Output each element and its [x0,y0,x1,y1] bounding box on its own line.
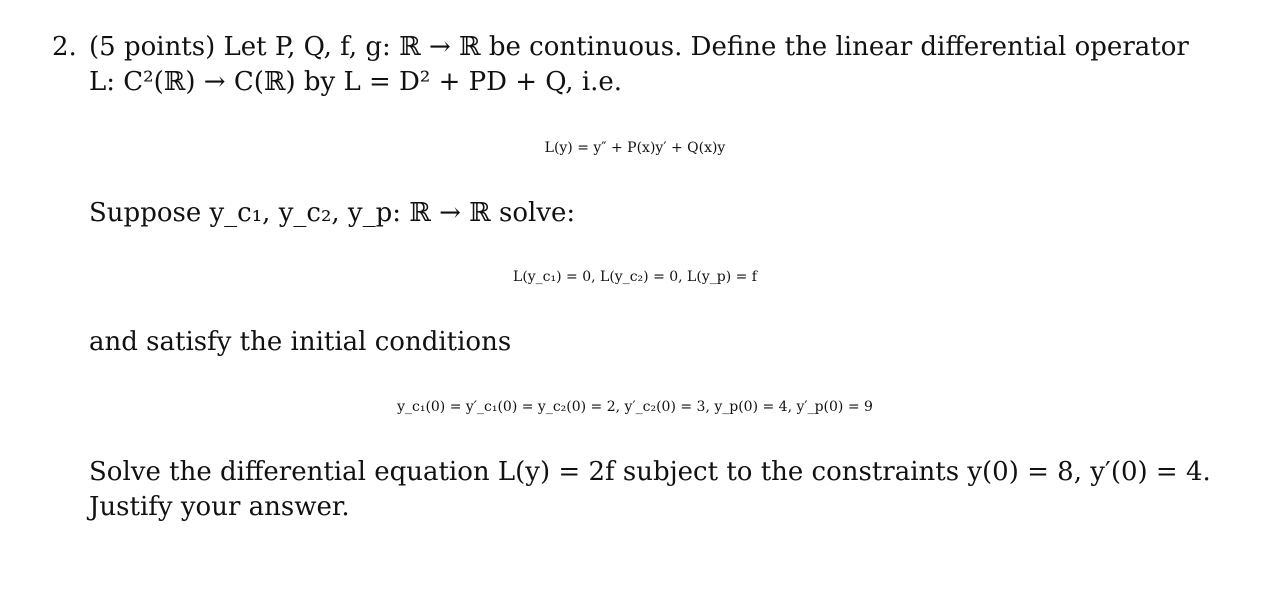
problem-line-suppose: Suppose y_c₁, y_c₂, y_p: ℝ → ℝ solve: [89,198,576,228]
problem-line-task: Solve the differential equation L(y) = 2f subject to the constraints y(0) = 8, y′(0) = 4. [89,457,1211,487]
solution-equations: L(y_c₁) = 0, L(y_c₂) = 0, L(y_p) = f [513,269,757,285]
problem-line-1: (5 points) Let P, Q, f, g: ℝ → ℝ be continuous. Define the linear differential operator [89,32,1189,62]
problem-line-justify: Justify your answer. [89,492,350,522]
initial-conditions: y_c₁(0) = y′_c₁(0) = y_c₂(0) = 2, y′_c₂(0) = 3, y_p(0) = 4, y′_p(0) = 9 [397,399,873,415]
problem-line-initial: and satisfy the initial conditions [89,327,512,357]
problem-number: 2. [52,32,77,62]
operator-equation: L(y) = y″ + P(x)y′ + Q(x)y [544,140,726,156]
problem-line-2: L: C²(ℝ) → C(ℝ) by L = D² + PD + Q, i.e. [89,67,623,97]
